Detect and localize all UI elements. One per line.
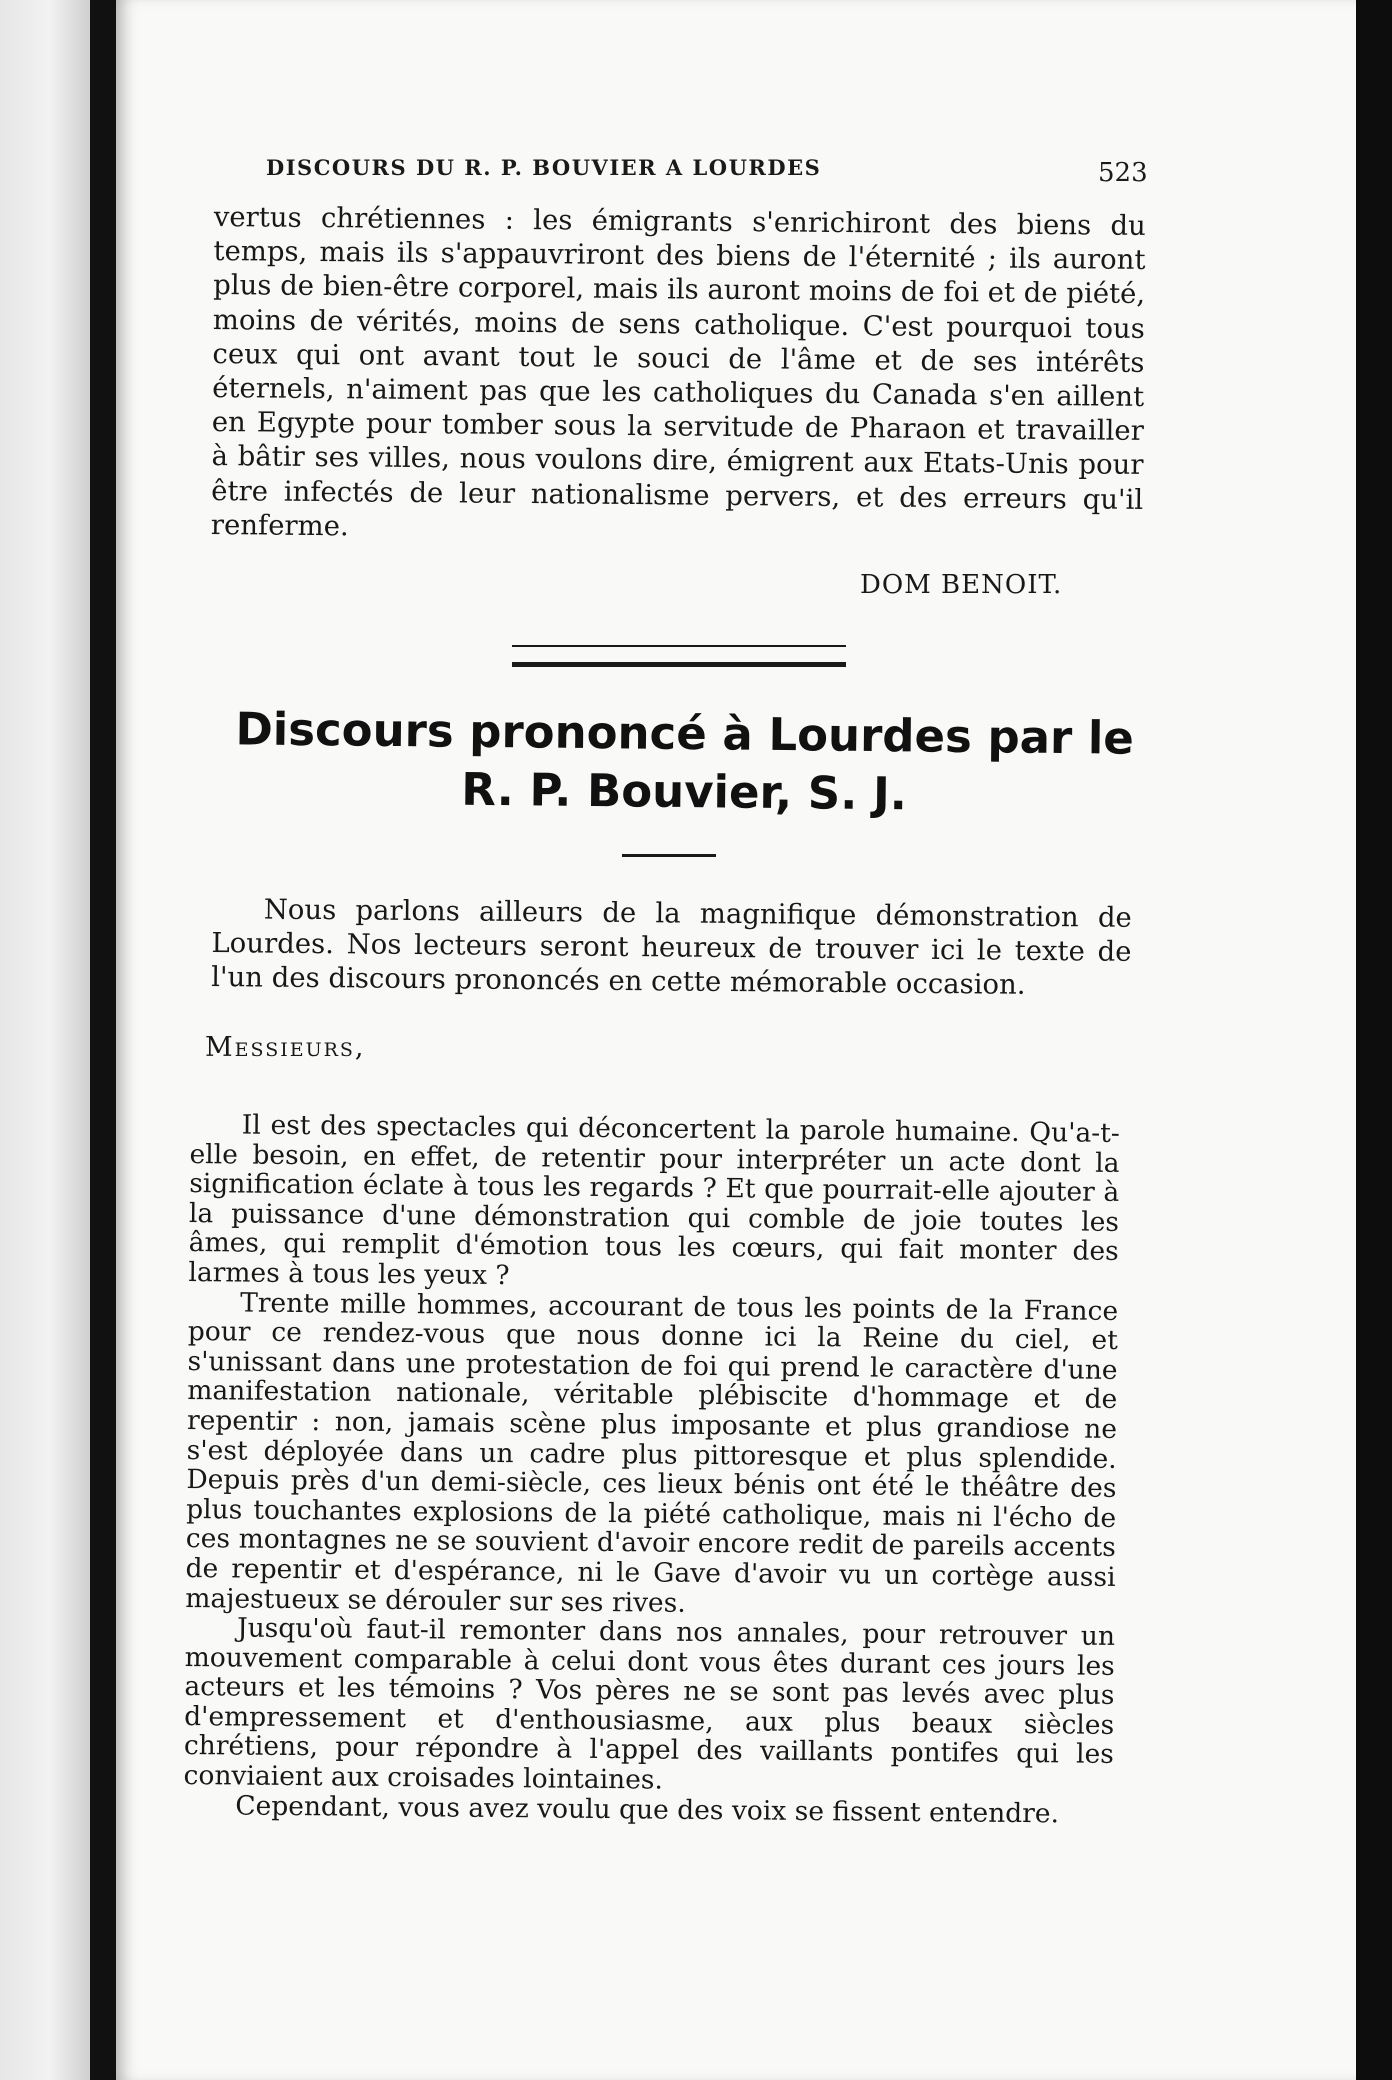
scan-border xyxy=(1356,0,1392,2080)
title-underline-rule xyxy=(622,854,716,857)
speech-paragraph: Trente mille hommes, accourant de tous les points de la France pour ce rendez-vous que nous donne ici la Reine du ciel, et s'unissant dans une protestation de foi qui prend le caractère d'une manifestation nationale, véritable plébiscite d'hommage et de repentir : non, jamais scène plus imposante et plus grandiose ne s'est déployée dans un cadre plus pittoresque et plus splendide. Depuis près d'un demi-siècle, ces lieux bénis ont été le théâtre des plus touchantes explosions de la piété catholique, mais ni l'écho de ces montagnes ne se souvient d'avoir encore redit de pareils accents de repentir et d'espérance, ni le Gave d'avoir vu un cortège aussi majestueux se dérouler sur ses rives. xyxy=(185,1287,1119,1619)
article-title: Discours prononcé à Lourdes par le R. P. Bouvier, S. J. xyxy=(235,702,1135,821)
speech-paragraph: Jusqu'où faut-il remonter dans nos annales, pour retrouver un mouvement comparable à celui dont vous êtes durant ces jours les acteurs et les témoins ? Vos pères ne se sont pas levés avec plus d'empressement et d'enthousiasme, aux plus beaux siècles chrétiens, pour répondre à l'appel des vaillants pontifes qui les conviaient aux croisades lointaines. xyxy=(183,1612,1116,1796)
author-signature: DOM BENOIT. xyxy=(860,570,1063,600)
speech-paragraph: Il est des spectacles qui déconcertent la parole humaine. Qu'a-t-elle besoin, en effet, de retentir pour interpréter un acte dont la signification éclate à tous les regards ? Et que pourrait-elle ajouter à la puissance d'une démonstration qui comble de joie toutes les âmes, qui remplit d'émotion tous les cœurs, qui fait monter des larmes à tous les yeux ? xyxy=(188,1109,1120,1292)
book-gutter xyxy=(90,0,116,2080)
speech-body xyxy=(183,1110,1120,1829)
speech-paragraph: Cependant, vous avez voulu que des voix se fissent entendre. xyxy=(235,1790,1060,1830)
salutation: Messieurs, xyxy=(205,1032,366,1063)
section-divider-thin xyxy=(512,645,846,647)
section-divider-thick xyxy=(512,662,846,667)
article-intro: Nous parlons ailleurs de la magnifique démonstration de Lourdes. Nos lecteurs seront heureux de trouver ici le texte de l'un des discours prononcés en cette mémorable occasion. xyxy=(211,893,1132,1002)
facing-page-edge xyxy=(0,0,90,2080)
preceding-article-closing-paragraph: vertus chrétiennes : les émigrants s'enrichiront des biens du temps, mais ils s'appauvriront des biens de l'éternité ; ils auront plus de bien-être corporel, mais ils auront moins de foi et de piété, moins de vérités, moins de sens catholique. C'est pourquoi tous ceux qui ont avant tout le souci de l'âme et de ses intérêts éternels, n'aiment pas que les catholiques du Canada s'en aillent en Egypte pour tomber sous la servitude de Pharaon et travailler à bâtir ses villes, nous voulons dire, émigrent aux Etats-Unis pour être infectés de leur nationalisme pervers, et des erreurs qu'il renferme. xyxy=(210,200,1146,543)
running-head: DISCOURS DU R. P. BOUVIER A LOURDES xyxy=(266,155,822,180)
page-number: 523 xyxy=(1098,158,1148,188)
